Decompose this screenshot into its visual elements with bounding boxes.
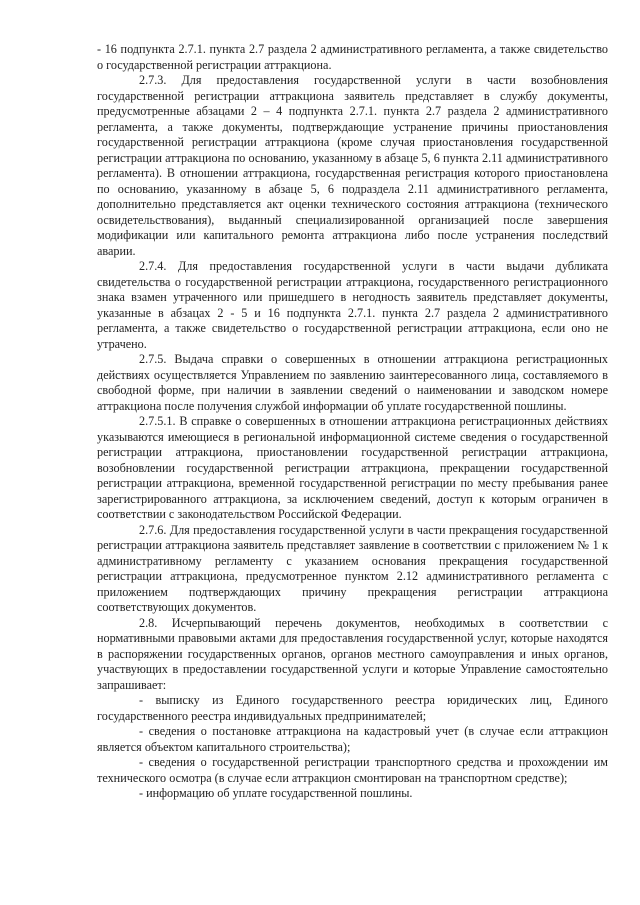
paragraph-2-7-3: 2.7.3. Для предоставления государственной услуги в части возобновления государственной регистрации аттракциона заявитель представляет в службу документы, предусмотренные абзацами 2 – 4 подпункта 2.7.1. пункта 2.7 раздела 2 административного регламента, а также документы, подтверждающие устранение причины приостановления государственной регистрации аттракциона (кроме случая приостановления государственной регистрации аттракциона по основанию, указанному в абзаце 5, 6 пункта 2.11 административного регламента). В отношении аттракциона, государственная регистрация которого приостановлена по основанию, указанному в абзаце 5, 6 подраздела 2.11 административного регламента, дополнительно представляется акт оценки технического состояния аттракциона (технического освидетельствования), выданный специализированной организацией после завершения модификации или капитального ремонта аттракциона либо после устранения последствий аварии. (97, 73, 608, 258)
paragraph-2-7-5-1: 2.7.5.1. В справке о совершенных в отношении аттракциона регистрационных действиях указываются имеющиеся в региональной информационной системе сведения о государственной регистрации аттракциона, приостановлении государственной регистрации аттракциона, возобновлении государственной регистрации аттракциона, прекращении государственной регистрации аттракциона, временной государственной регистрации по месту пребывания ранее зарегистрированного аттракциона, за исключением сведений, доступ к которым ограничен в соответствии с законодательством Российской Федерации. (97, 414, 608, 521)
paragraph-2-7-5: 2.7.5. Выдача справки о совершенных в отношении аттракциона регистрационных действиях осуществляется Управлением по заявлению заинтересованного лица, составляемого в свободной форме, при наличии в заявлении сведений о наименовании и заводском номере аттракциона после получения службой информации об уплате государственной пошлины. (97, 352, 608, 413)
paragraph-2-8: 2.8. Исчерпывающий перечень документов, необходимых в соответствии с нормативными правовыми актами для предоставления государственной услуг, которые находятся в распоряжении государственных органов, органов местного самоуправления и иных органов, участвующих в предоставлении государственной услуги и которые Управление самостоятельно запрашивает: (97, 615, 608, 692)
list-item-cadastral-info: - сведения о постановке аттракциона на кадастровый учет (в случае если аттракцион является объектом капитального строительства); (97, 724, 608, 754)
paragraph-2-7-6: 2.7.6. Для предоставления государственной услуги в части прекращения государственной регистрации аттракциона заявитель представляет заявление в соответствии с приложением № 1 к административному регламенту с указанием основания прекращения государственной регистрации аттракциона, предусмотренное пунктом 2.12 административного регламента с приложением подтверждающих причину прекращения регистрации аттракциона соответствующих документов. (97, 522, 608, 614)
list-item-egrul-extract: - выписку из Единого государственного реестра юридических лиц, Единого государственного реестра индивидуальных предпринимателей; (97, 693, 608, 723)
paragraph-continuation: - 16 подпункта 2.7.1. пункта 2.7 раздела 2 административного регламента, а также свидетельство о государственной регистрации аттракциона. (97, 42, 608, 72)
list-item-state-fee-info: - информацию об уплате государственной пошлины. (139, 786, 413, 800)
list-item-vehicle-registration: - сведения о государственной регистрации транспортного средства и прохождении им технического осмотра (в случае если аттракцион смонтирован на транспортном средстве); (97, 755, 608, 785)
paragraph-2-7-4: 2.7.4. Для предоставления государственной услуги в части выдачи дубликата свидетельства о государственной регистрации аттракциона, государственного регистрационного знака взамен утраченного или пришедшего в негодность заявитель представляет документы, указанные в абзацах 2 - 5 и 16 подпункта 2.7.1. пункта 2.7 раздела 2 административного регламента, а также свидетельство о государственной регистрации аттракциона, если оно не утрачено. (97, 259, 608, 351)
